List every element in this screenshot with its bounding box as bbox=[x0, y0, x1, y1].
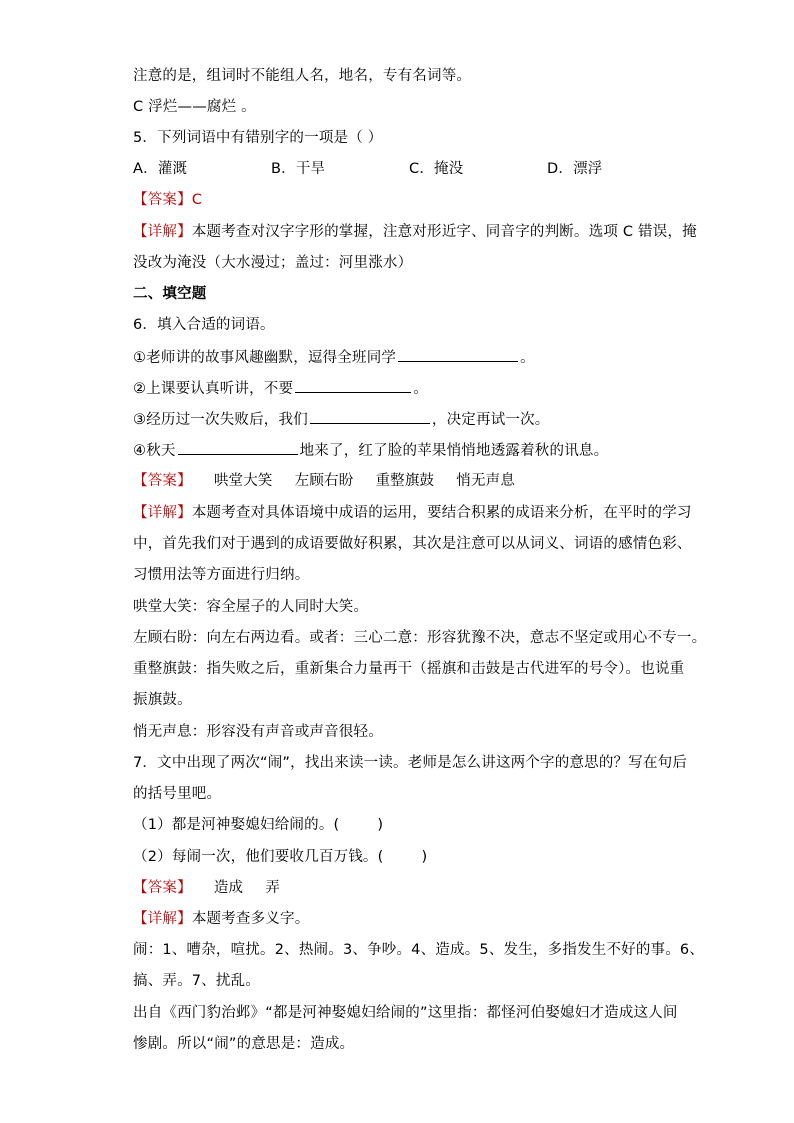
fill-item-2 bbox=[133, 378, 674, 399]
fill-text: 。 bbox=[520, 350, 535, 366]
sentence-text: ) bbox=[377, 817, 384, 833]
fill-text: 。 bbox=[413, 381, 428, 397]
q7-sentence-2 bbox=[133, 847, 674, 867]
option-c: C．掩没 bbox=[409, 161, 464, 177]
answer-tag: 【答案】 bbox=[133, 192, 192, 208]
source-line: 惨剧。所以“闹”的意思是：造成。 bbox=[133, 1036, 355, 1052]
detail-tag: 【详解】 bbox=[133, 224, 192, 240]
detail-line bbox=[133, 503, 692, 523]
option-a: A．灌溉 bbox=[133, 161, 188, 177]
question-5: 5．下列词语中有错别字的一项是（ ） bbox=[133, 130, 383, 146]
answer-blank bbox=[310, 409, 430, 424]
question-7: 的括号里吧。 bbox=[133, 786, 222, 802]
text-line: 注意的是，组词时不能组人名，地名，专有名词等。 bbox=[133, 68, 472, 84]
fill-text: ③经历过一次失败后，我们 bbox=[133, 412, 308, 428]
definition-line: 左顾右盼：向左右两边看。或者：三心二意：形容犹豫不决，意志不坚定或用心不专一。 bbox=[133, 630, 707, 646]
definition-line: 闹：1、嘈杂，喧扰。2、热闹。3、争吵。4、造成。5、发生，多指发生不好的事。6、 bbox=[133, 942, 705, 958]
answer-value: C bbox=[191, 192, 203, 208]
answer-line bbox=[133, 471, 674, 491]
text-line: C 浮烂——腐烂 。 bbox=[133, 99, 256, 115]
fill-item-3 bbox=[133, 409, 674, 430]
question-5-options bbox=[133, 159, 674, 179]
fill-text: 地来了，红了脸的苹果悄悄地透露着秋的讯息。 bbox=[299, 443, 609, 459]
fill-text: ①老师讲的故事风趣幽默，逗得全班同学 bbox=[133, 350, 397, 366]
answer-line bbox=[133, 190, 674, 210]
definition-line: 振旗鼓。 bbox=[133, 692, 192, 708]
detail-line: 习惯用法等方面进行归纳。 bbox=[133, 567, 310, 583]
detail-text: 本题考查对具体语境中成语的运用，要结合积累的成语来分析，在平时的学习 bbox=[191, 505, 692, 521]
section-heading: 二、填空题 bbox=[133, 286, 207, 302]
answer-tag: 【答案】 bbox=[133, 473, 192, 489]
answer-line bbox=[133, 878, 674, 898]
fill-text: ④秋天 bbox=[133, 443, 176, 459]
detail-line bbox=[133, 222, 697, 242]
answer-value: 弄 bbox=[265, 880, 280, 896]
fill-text: ，决定再试一次。 bbox=[431, 412, 550, 428]
question-6: 6．填入合适的词语。 bbox=[133, 317, 275, 333]
fill-text: ②上课要认真听讲，不要 bbox=[133, 381, 294, 397]
detail-text: 本题考查多义字。 bbox=[191, 911, 310, 927]
detail-line bbox=[133, 909, 674, 929]
answer-value: 哄堂大笑 bbox=[213, 473, 273, 489]
fill-item-4 bbox=[133, 440, 674, 461]
definition-line: 悄无声息：形容没有声音或声音很轻。 bbox=[133, 724, 383, 740]
answer-value: 悄无声息 bbox=[456, 473, 516, 489]
answer-value: 造成 bbox=[213, 880, 244, 896]
fill-item-1 bbox=[133, 347, 674, 368]
question-7: 7．文中出现了两次“闹”，找出来读一读。老师是怎么讲这两个字的意思的？写在句后 bbox=[133, 755, 688, 771]
answer-blank bbox=[178, 440, 298, 455]
detail-tag: 【详解】 bbox=[133, 505, 192, 521]
sentence-text: （2）每闹一次，他们要收几百万钱。( bbox=[133, 849, 384, 865]
definition-line: 搞、弄。7、扰乱。 bbox=[133, 973, 261, 989]
detail-tag: 【详解】 bbox=[133, 911, 192, 927]
detail-line: 中，首先我们对于遇到的成语要做好积累，其次是注意可以从词义、词语的感情色彩、 bbox=[133, 536, 692, 552]
answer-value: 左顾右盼 bbox=[294, 473, 354, 489]
sentence-text: ) bbox=[421, 849, 428, 865]
answer-value: 重整旗鼓 bbox=[375, 473, 435, 489]
definition-line: 哄堂大笑：容全屋子的人同时大笑。 bbox=[133, 599, 369, 615]
answer-blank bbox=[398, 347, 518, 362]
answer-blank bbox=[295, 378, 411, 393]
option-d: D．漂浮 bbox=[547, 161, 603, 177]
definition-line: 重整旗鼓：指失败之后，重新集合力量再干（摇旗和击鼓是古代进军的号令）。也说重 bbox=[133, 661, 685, 677]
sentence-text: （1）都是河神娶媳妇给闹的。( bbox=[133, 817, 340, 833]
option-b: B．干旱 bbox=[271, 161, 326, 177]
detail-text: 本题考查对汉字字形的掌握，注意对形近字、同音字的判断。选项 C 错误，掩 bbox=[191, 224, 697, 240]
answer-tag: 【答案】 bbox=[133, 880, 192, 896]
detail-line: 没改为淹没（大水漫过；盖过：河里涨水） bbox=[133, 255, 413, 271]
q7-sentence-1 bbox=[133, 815, 674, 835]
source-line: 出自《西门豹治邺》“都是河神娶媳妇给闹的”这里指：都怪河伯娶媳妇才造成这人间 bbox=[133, 1005, 678, 1021]
